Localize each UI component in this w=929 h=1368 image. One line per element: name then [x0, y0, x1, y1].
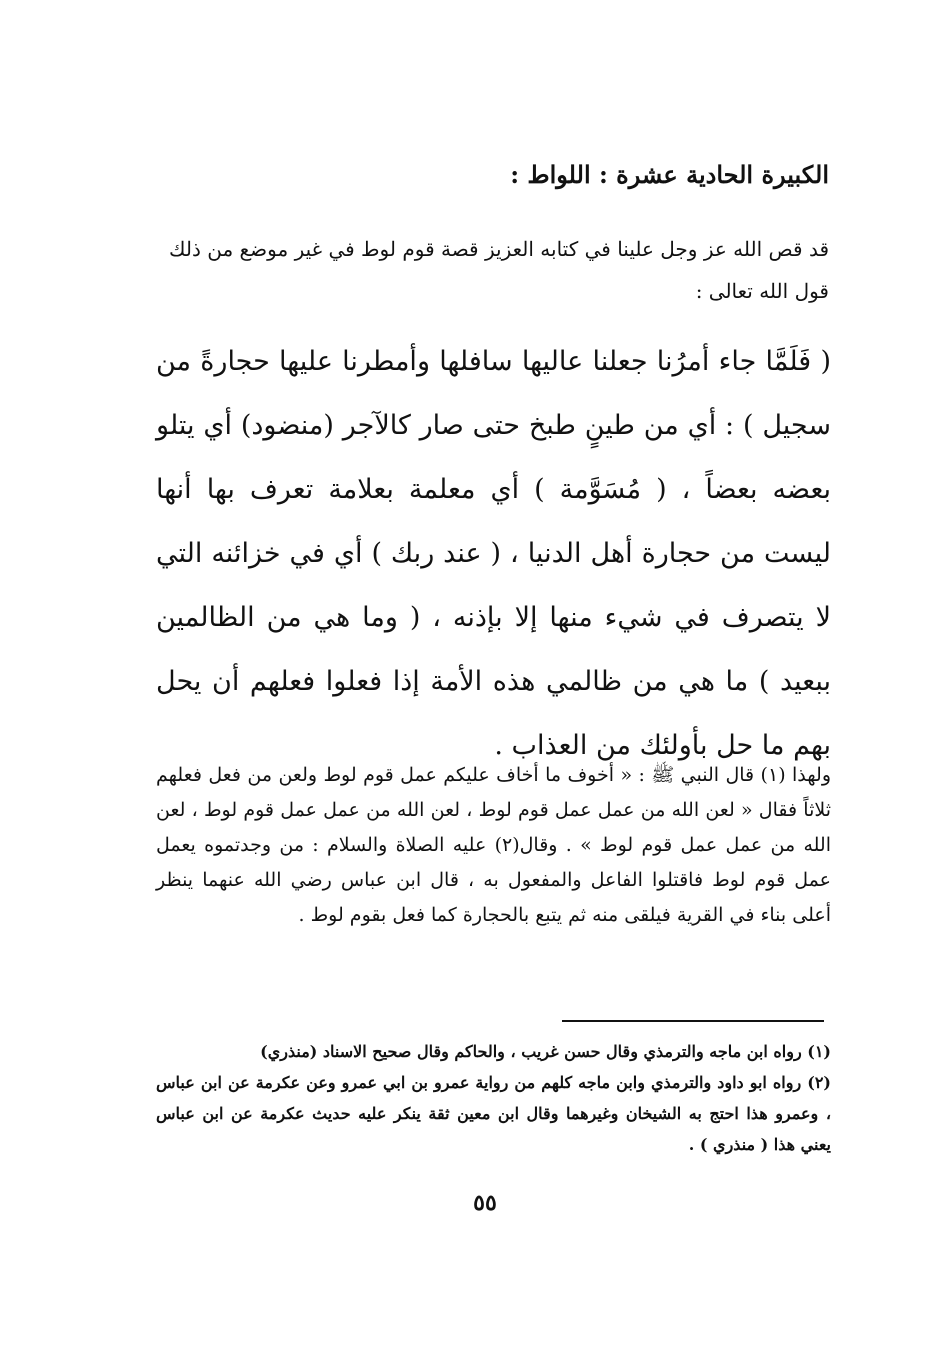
footnote-divider — [562, 1020, 824, 1022]
intro-paragraph: قد قص الله عز وجل علينا في كتابه العزيز قصة قوم لوط في غير موضع من ذلك قول الله تعالى : — [169, 237, 829, 303]
page-number: ٥٥ — [473, 1190, 497, 1216]
commentary-paragraph: ( فَلَمَّا جاء أمرُنا جعلنا عاليها سافلها وأمطرنا عليها حجارةً من سجيل ) : أي من طينٍ طبخ حتى صار كالآجر (منضود) أي يتلو بعضه بعضاً ، ( مُسَوَّمة ) أي معلمة بعلامة تعرف بها أنها ليست من حجارة أهل الدنيا ، ( عند ربك ) أي في خزائنه التي لا يتصرف في شيء منها إلا بإذنه ، ( وما هي من الظالمين ببعيد ) ما هي من ظالمي هذه الأمة إذا فعلوا فعلهم أن يحل بهم ما حل بأولئك من العذاب . — [156, 346, 831, 761]
footnote-1: (١) رواه ابن ماجه والترمذي وقال حسن غريب ، والحاكم وقال صحيح الاسناد (منذري) — [260, 1042, 831, 1061]
footnotes — [156, 1036, 831, 1160]
footnote-2: (٢) رواه ابو داود والترمذي وابن ماجه كلهم من رواية عمرو بن ابي عمرو وعن عكرمة عن ابن عباس ، وعمرو هذا احتج به الشيخان وغيرهما وقال ابن معين ثقة ينكر عليه حديث عكرمة عن ابن عباس يعني هذا ( منذري ) . — [156, 1073, 831, 1154]
quran-commentary — [156, 330, 831, 778]
chapter-heading: الكبيرة الحادية عشرة : اللواط : — [510, 160, 829, 189]
hadith-paragraph: ولهذا (١) قال النبي ﷺ : « أخوف ما أخاف عليكم عمل قوم لوط ولعن من فعل فعلهم ثلاثاً فقال « لعن الله من عمل عمل قوم لوط ، لعن الله من عمل عمل قوم لوط ، لعن الله من عمل عمل قوم لوط » . وقال(٢) عليه الصلاة والسلام : من وجدتموه يعمل عمل قوم لوط فاقتلوا الفاعل والمفعول به ، قال ابن عباس رضي الله عنهما ينظر أعلى بناء في القرية فيلقى منه ثم يتبع بالحجارة كما فعل بقوم لوط . — [156, 764, 831, 926]
